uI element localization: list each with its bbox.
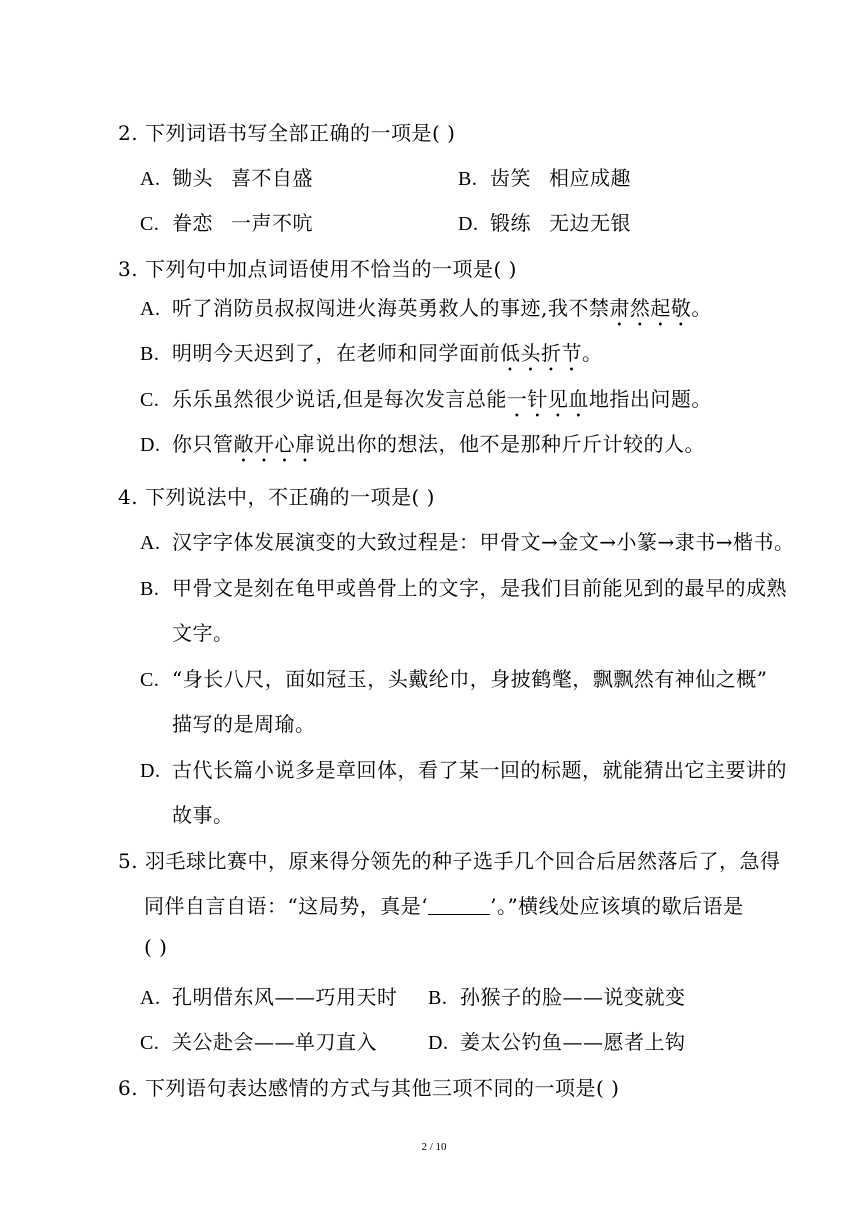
q4-option-c-continued: 描写的是周瑜。 [172,712,316,736]
q5-option-b[interactable] [428,981,686,1010]
option-word: 喜不自盛 [231,166,313,190]
q3-option-d[interactable] [140,428,705,467]
q5-option-d[interactable] [428,1026,686,1055]
option-label: B. [140,343,160,365]
q4-option-d-continued: 故事。 [172,803,234,827]
option-word: 眷恋 [172,211,213,235]
question-5-stem-line1: 5. 羽毛球比赛中，原来得分领先的种子选手几个回合后居然落后了，急得 [118,849,781,873]
q2-option-d[interactable] [458,207,631,236]
dotted-phrase: 敞开心扉 [233,432,316,456]
option-word: 齿笑 [490,166,531,190]
stem-text: ’。”横线处应该填的歇后语是 [490,894,744,918]
q5-option-a[interactable] [140,981,398,1010]
option-word: 无边无银 [549,211,631,235]
option-label: A. [140,168,161,190]
question-4-stem: 4. 下列说法中，不正确的一项是( ) [118,485,435,509]
question-5-stem-line2 [144,890,744,919]
q2-option-b[interactable] [458,162,631,191]
question-2-stem: 2. 下列词语书写全部正确的一项是( ) [118,121,456,145]
option-label: C. [140,389,160,411]
fill-blank[interactable] [428,896,490,915]
option-label: C. [140,669,160,691]
option-label: B. [458,168,478,190]
option-label: C. [140,1032,160,1054]
option-text: “身长八尺，面如冠玉，头戴纶巾，身披鹤氅，飘飘然有神仙之概” [172,667,768,691]
question-3-stem: 3. 下列句中加点词语使用不恰当的一项是( ) [118,257,517,281]
option-text: 听了消防员叔叔闯进火海英勇救人的事迹,我不禁 [172,296,610,320]
option-text: 。 [582,341,603,365]
option-label: D. [458,213,479,235]
option-label: A. [140,532,161,554]
q4-option-a[interactable] [140,526,795,555]
option-label: D. [140,434,161,456]
option-text: 孙猴子的脸——说变就变 [460,985,686,1009]
question-6-stem: 6. 下列语句表达感情的方式与其他三项不同的一项是( ) [118,1076,620,1100]
option-text: 汉字字体发展演变的大致过程是：甲骨文→金文→小篆→隶书→楷书。 [172,530,795,554]
page-number: 2 / 10 [421,1141,447,1153]
option-word: 一声不吭 [231,211,313,235]
q5-option-c[interactable] [140,1026,377,1055]
option-text: 甲骨文是刻在龟甲或兽骨上的文字，是我们目前能见到的最早的成熟 [172,576,787,600]
option-label: D. [140,760,161,782]
dotted-phrase: 低头折节 [500,341,582,365]
option-text: 。 [691,296,712,320]
option-text: 姜太公钓鱼——愿者上钩 [460,1030,686,1054]
option-text: 说出你的想法，他不是那种斤斤计较的人。 [315,432,705,456]
question-5-answer-bracket: ( ) [144,935,168,959]
q4-option-b-continued: 文字。 [172,621,234,645]
q3-option-b[interactable] [140,337,603,376]
option-text: 关公赴会——单刀直入 [172,1030,377,1054]
q2-option-c[interactable] [140,207,313,236]
option-text: 你只管 [172,432,234,456]
option-text: 地指出问题。 [588,387,712,411]
option-text: 孔明借东风——巧用天时 [172,985,398,1009]
option-text: 古代长篇小说多是章回体，看了某一回的标题，就能猜出它主要讲的 [172,758,787,782]
option-text: 明明今天迟到了，在老师和同学面前 [172,341,500,365]
q4-option-b[interactable] [140,572,787,601]
option-label: A. [140,298,161,320]
dotted-phrase: 一针见血 [506,387,589,411]
q3-option-a[interactable] [140,292,712,331]
q2-option-a[interactable] [140,162,313,191]
option-label: B. [140,578,160,600]
option-label: A. [140,987,161,1009]
option-label: B. [428,987,448,1009]
option-text: 乐乐虽然很少说话,但是每次发言总能 [172,387,507,411]
option-word: 锄头 [172,166,213,190]
option-word: 锻练 [490,211,531,235]
option-label: D. [428,1032,449,1054]
stem-text: 同伴自言自语：“这局势，真是‘ [144,894,429,918]
q3-option-c[interactable] [140,383,712,422]
q4-option-c[interactable] [140,663,767,692]
option-word: 相应成趣 [549,166,631,190]
option-label: C. [140,213,160,235]
q4-option-d[interactable] [140,754,787,783]
dotted-phrase: 肃然起敬 [609,296,692,320]
